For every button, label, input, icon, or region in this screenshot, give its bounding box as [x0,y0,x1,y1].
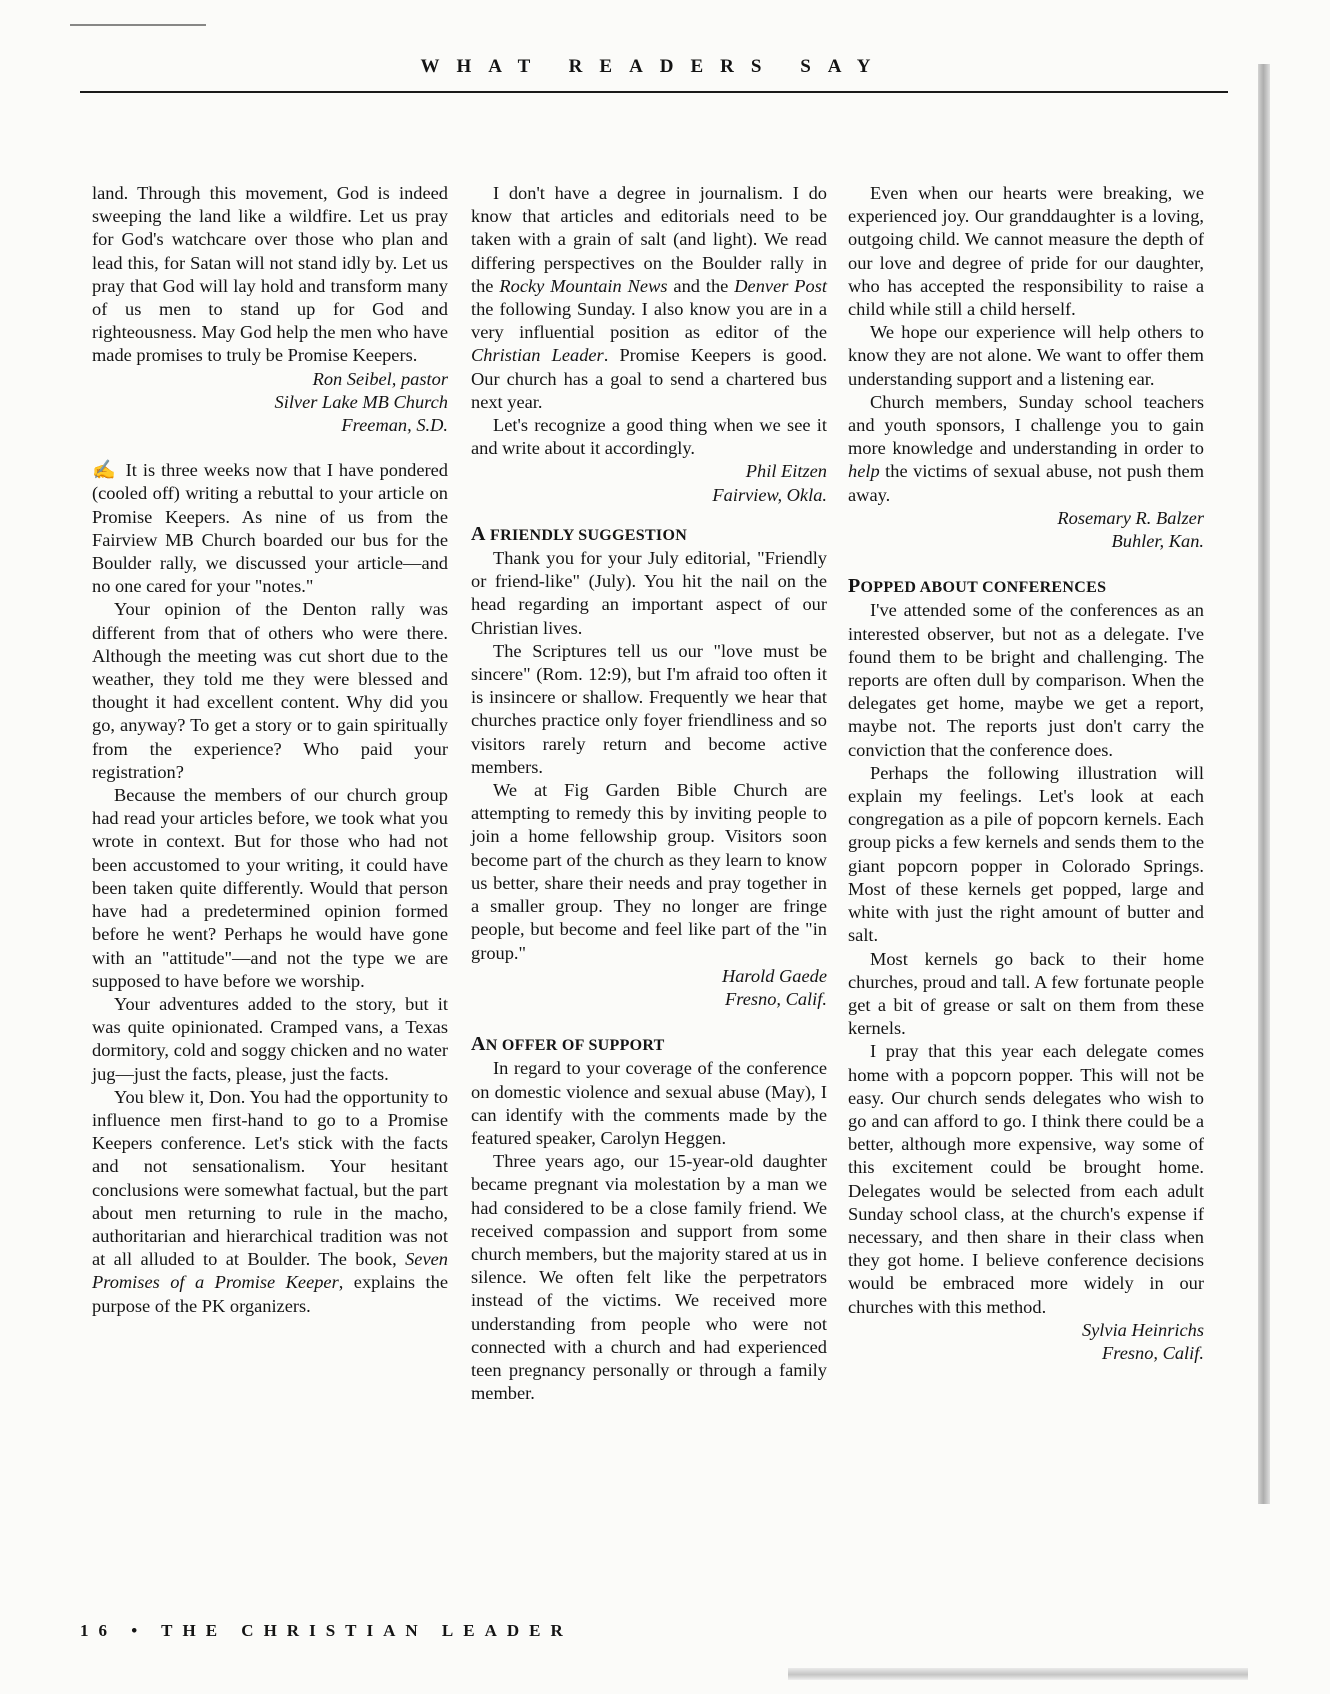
signature-name: Rosemary R. Balzer [1057,507,1204,528]
signature-block [471,965,827,1011]
signature-location: Buhler, Kan. [1111,531,1204,552]
section-heading: POPPED ABOUT CONFERENCES [848,575,1107,598]
paragraph: Even when our hearts were breaking, we experienced joy. Our granddaughter is a loving, outgoing child. We cannot measure the depth of our love and degree of pride for our daughter, who has accepted the responsibility to raise a child while still a child herself. [848,183,1204,320]
paragraph: Your adventures added to the story, but it was quite opinionated. Cramped vans, a Texas dormitory, cold and soggy chicken and no water jug—just the facts, please, just the facts. [92,993,448,1084]
paragraph: Thank you for your July editorial, "Friendly or friend-like" (July). You hit the nail on the head regarding an important aspect of our Christian lives. [471,548,827,638]
paragraph: Because the members of our church group had read your articles before, we took what you wrote in context. But for those who had not been accustomed to your writing, it could have been taken quite differently. Would that person have had a predetermined opinion formed before he went? Perhaps he would have gone with an "attitude"—and not the type we are supposed to have before we worship. [92,785,448,991]
signature-name: Sylvia Heinrichs [1081,1319,1204,1340]
paragraph: We hope our experience will help others to know they are not alone. We want to offer them understanding support and a listening ear. [848,322,1204,389]
paragraph: land. Through this movement, God is indeed sweeping the land like a wildfire. Let us pray for God's watchcare over those who plan and lead this, for Satan will not stand idly by. Let us pray that God will lay hold and transform many of us men to stand up for God and righteousness. May God help the men who have made promises to truly be Promise Keepers. [92,183,448,366]
signature-name: Harold Gaede [721,965,827,986]
signature-block [92,368,448,438]
scan-artifact-line [70,24,206,26]
pen-writing-icon: ✍ [92,460,116,482]
signature-block [848,507,1204,553]
scan-artifact-bar [1258,64,1270,1504]
column-1 [92,182,448,1318]
header-rule [80,91,1228,93]
paragraph: I pray that this year each delegate comes home with a popcorn popper. This will not be easy. Our church sends delegates who wish to go and can afford to go. I think there could be a better, although more expensive, way some of this excitement could be brought home. Delegates would be selected from each adult Sunday school class, at the church's expense if necessary, and then share in their class when they got home. I believe conference decisions would be embraced more widely in our churches with this method. [848,1041,1204,1317]
column-3 [848,182,1204,1365]
paragraph: I don't have a degree in journalism. I do know that articles and editorials need to be taken with a grain of salt (and light). We read differing perspectives on the Boulder rally in the Rocky Mountain News and the Denver Post the following Sunday. I also know you are in a very influential position as editor of the Christian Leader. Promise Keepers is good. Our church has a goal to send a chartered bus next year. [471,183,827,412]
signature-block [471,460,827,506]
signature-location: Fresno, Calif. [1101,1342,1204,1363]
book-title: Seven Promises of a Promise Keeper [92,1249,448,1293]
paragraph: ✍ It is three weeks now that I have pondered (cooled off) writing a rebuttal to your article on Promise Keepers. As nine of us from the Fairview MB Church boarded our bus for the Boulder rally, we discussed your article—and no one cared for your "notes." [92,460,448,597]
paragraph: Your opinion of the Denton rally was different from that of others who were there. Although the meeting was cut short due to the weather, they told me they were blessed and thought it had excellent content. Why did you go, anyway? To get a story or to gain spiritually from the experience? Who paid your registration? [92,599,448,782]
paragraph: Three years ago, our 15-year-old daughter became pregnant via molestation by a man we had considered to be a close family friend. We received compassion and support from some church members, but the majority stared at us in silence. We often felt like the perpetrators instead of the victims. We received more understanding from people who were not connected with a church and had experienced teen pregnancy personally or through a family member. [471,1151,827,1404]
signature-location: Fresno, Calif. [724,988,827,1009]
paragraph: You blew it, Don. You had the opportunity to influence men first-hand to go to a Promise Keepers conference. Let's stick with the facts and not sensationalism. Your hesitant conclusions were somewhat factual, but the part about men returning to rule in the macho, authoritarian and hierarchical tradition was not at all alluded to at Boulder. The book, Seven Promises of a Promise Keeper, explains the purpose of the PK organizers. [92,1086,448,1316]
scan-artifact-streak [788,1668,1248,1680]
page-number: 16 [80,1621,117,1640]
column-2 [471,182,827,1405]
section-heading: A FRIENDLY SUGGESTION [471,522,688,545]
signature-name: Phil Eitzen [745,461,827,482]
publication-name: THE CHRISTIAN LEADER [161,1621,573,1640]
paragraph: Let's recognize a good thing when we see it and write about it accordingly. [471,415,827,459]
signature-block [848,1319,1204,1365]
paragraph: Perhaps the following illustration will explain my feelings. Let's look at each congregation as a pile of popcorn kernels. Each group picks a few kernels and sends them to the giant popcorn popper in Colorado Springs. Most of these kernels get popped, large and white with just the right amount of butter and salt. [848,762,1204,946]
signature-church: Silver Lake MB Church [274,391,448,412]
paragraph: In regard to your coverage of the conference on domestic violence and sexual abuse (May), I can identify with the comments made by the featured speaker, Carolyn Heggen. [471,1058,827,1148]
page-footer [80,1621,573,1641]
paragraph: Most kernels go back to their home churches, proud and tall. A few fortunate people get a bit of grease or salt on them from these kernels. [848,948,1204,1039]
section-heading: AN OFFER OF SUPPORT [471,1033,665,1056]
paragraph: The Scriptures tell us our "love must be sincere" (Rom. 12:9), but I'm afraid too often it is insincere or shallow. Frequently we hear that churches practice only foyer friendliness and so visitors rarely return and become active members. [471,640,827,777]
paragraph: Church members, Sunday school teachers and youth sponsors, I challenge you to gain more knowledge and understanding in order to help the victims of sexual abuse, not push them away. [848,391,1204,505]
signature-location: Freeman, S.D. [341,415,448,436]
signature-location: Fairview, Okla. [712,484,827,505]
paragraph: I've attended some of the conferences as an interested observer, but not as a delegate. I've found them to be bright and challenging. The reports are often dull by comparison. When the delegates get home, maybe we get a report, maybe not. The reports just don't carry the conviction that the conference does. [848,600,1204,760]
footer-bullet: • [131,1621,148,1640]
paragraph: We at Fig Garden Bible Church are attempting to remedy this by inviting people to join a home fellowship group. Visitors soon become part of the church as they learn to know us better, share their needs and pray together in a smaller group. They no longer are fringe people, but become and feel like part of the "in group." [471,780,827,963]
signature-name: Ron Seibel, pastor [312,368,448,389]
running-head: WHAT READERS SAY [420,56,888,77]
